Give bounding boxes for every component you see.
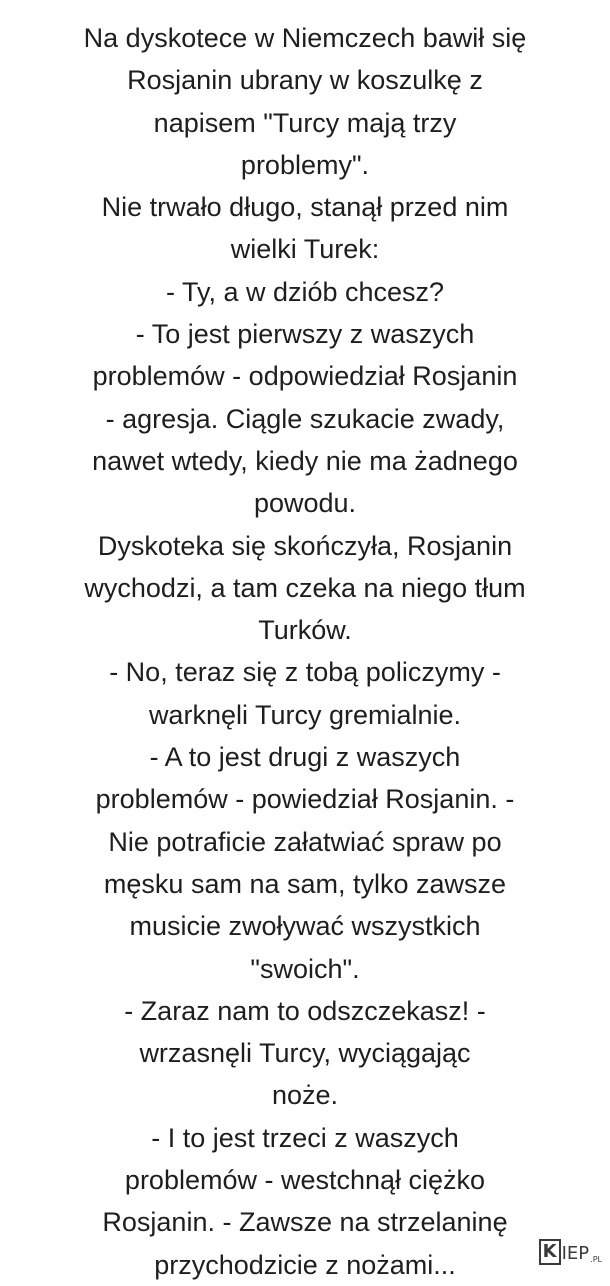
text-line: musicie zwoływać wszystkich bbox=[129, 911, 481, 942]
text-line: problemów - westchnął ciężko bbox=[124, 1165, 486, 1196]
text-line: - I to jest trzeci z waszych bbox=[151, 1122, 459, 1153]
text-line: problemów - odpowiedział Rosjanin bbox=[92, 361, 518, 392]
text-line: warknęli Turcy gremialnie. bbox=[148, 699, 462, 730]
text-line: wrzasnęli Turcy, wyciągając bbox=[139, 1038, 471, 1069]
joke-text bbox=[0, 17, 610, 1286]
text-line: problemów - powiedział Rosjanin. - bbox=[95, 784, 515, 815]
text-line: - Ty, a w dziób chcesz? bbox=[165, 276, 445, 307]
text-line: powodu. bbox=[253, 488, 357, 519]
text-line: wychodzi, a tam czeka na niego tłum bbox=[84, 572, 526, 603]
text-line: problemy". bbox=[240, 149, 370, 180]
watermark-suffix: .PL bbox=[590, 1255, 602, 1264]
text-line: przychodzicie z nożami... bbox=[154, 1249, 456, 1280]
text-line: - No, teraz się z tobą policzymy - bbox=[109, 657, 501, 688]
text-line: wielki Turek: bbox=[230, 234, 380, 265]
text-line: "swoich". bbox=[250, 953, 360, 984]
watermark-boxed-letter: K bbox=[539, 1239, 561, 1265]
text-line: nawet wtedy, kiedy nie ma żadnego bbox=[92, 445, 518, 476]
text-line: Turków. bbox=[258, 615, 352, 646]
text-line: Rosjanin. - Zawsze na strzelaninę bbox=[102, 1207, 508, 1238]
text-line: noże. bbox=[271, 1080, 339, 1111]
text-line: napisem "Turcy mają trzy bbox=[153, 107, 457, 138]
kiep-watermark bbox=[539, 1239, 602, 1265]
text-line: - A to jest drugi z waszych bbox=[149, 742, 461, 773]
text-line: Nie trwało długo, stanął przed nim bbox=[101, 192, 509, 223]
text-line: Nie potraficie załatwiać spraw po bbox=[108, 826, 502, 857]
text-line: - agresja. Ciągle szukacie zwady, bbox=[105, 403, 505, 434]
watermark-text: IEP bbox=[561, 1243, 590, 1264]
text-line: Rosjanin ubrany w koszulkę z bbox=[127, 65, 483, 96]
text-line: - To jest pierwszy z waszych bbox=[135, 319, 475, 350]
text-line: - Zaraz nam to odszczekasz! - bbox=[124, 995, 486, 1026]
text-line: męsku sam na sam, tylko zawsze bbox=[103, 868, 507, 899]
text-line: Dyskoteka się skończyła, Rosjanin bbox=[97, 530, 513, 561]
text-line: Na dyskotece w Niemczech bawił się bbox=[83, 23, 527, 53]
